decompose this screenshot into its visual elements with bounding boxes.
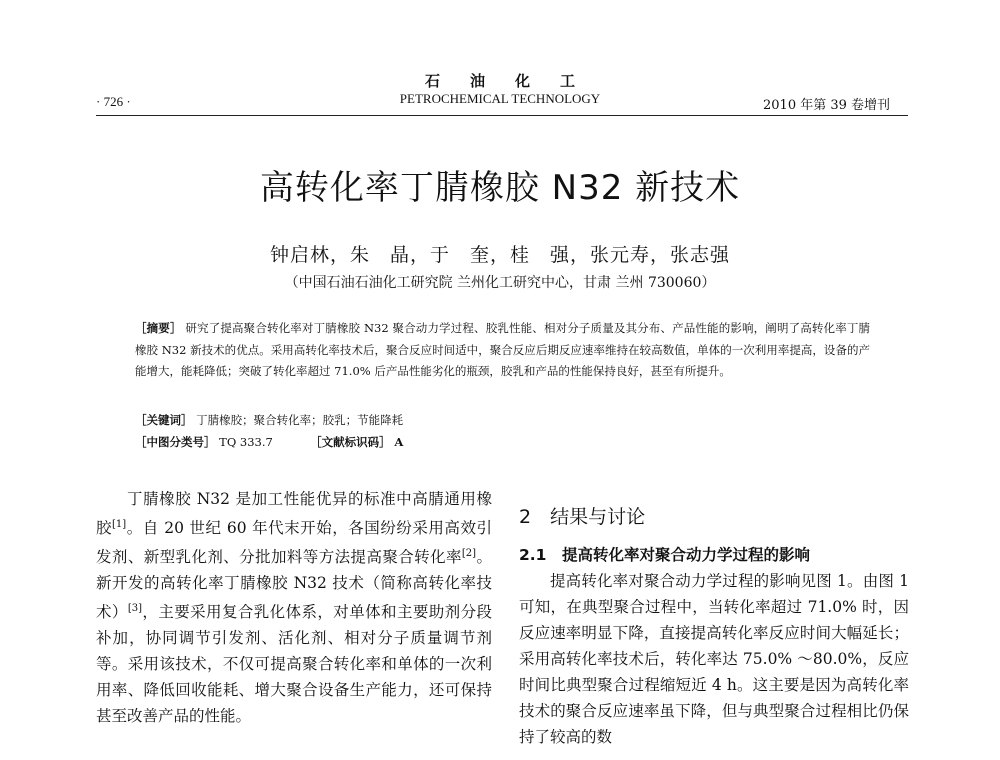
classification (135, 434, 403, 450)
intro-text-2: 。自 20 世纪 60 年代末开始，各国纷纷采用高效引发剂、新型乳化剂、分批加料等方法提高聚合转化率 (96, 519, 492, 567)
keywords (135, 412, 403, 428)
subsection-heading: 2.1 提高转化率对聚合动力学过程的影响 (519, 546, 810, 564)
intro-paragraph (96, 486, 492, 729)
author-list: 钟启林，朱 晶，于 奎，桂 强，张元寿，张志强 (269, 244, 730, 266)
section-heading: 2 结果与讨论 (519, 506, 646, 528)
keywords-label: ［关键词］ (135, 413, 193, 427)
right-column (519, 568, 909, 750)
page-number: · 726 · (96, 94, 131, 109)
intro-text-4: ，主要采用复合乳化体系，对单体和主要助剂分段补加，协同调节引发剂、活化剂、相对分子质量调节剂等。采用该技术，不仅可提高聚合转化率和单体的一次利用率、降低回收能耗、增大聚合设备生产能力，还可保持甚至改善产品的性能。 (96, 603, 492, 726)
doc-code-value: A (394, 435, 404, 449)
results-paragraph: 提高转化率对聚合动力学过程的影响见图 1。由图 1 可知，在典型聚合过程中，当转化率超过 71.0% 时，因反应速率明显下降，直接提高转化率反应时间大幅延长；采用高转化率技术后，转化率达 75.0% ～80.0%，反应时间比典型聚合过程缩短近 4 h。这主要是因为高转化率技术的聚合反应速率虽下降，但与典型聚合过程相比仍保持了较高的数 (519, 572, 909, 746)
citation-ref: [2] (461, 548, 477, 560)
abstract-label: ［摘要］ (135, 321, 182, 335)
journal-title-cn: 石油化工 (424, 72, 605, 90)
intro-text-1: 丁腈橡胶 N32 是加工性能优异的标准中高腈通用橡胶 (96, 490, 492, 538)
affiliation: （中国石油石油化工研究院 兰州化工研究中心，甘肃 兰州 730060） (284, 275, 716, 291)
journal-title-en: PETROCHEMICAL TECHNOLOGY (399, 91, 601, 106)
citation-ref: [3] (127, 603, 142, 615)
abstract-text: 研究了提高聚合转化率对丁腈橡胶 N32 聚合动力学过程、胶乳性能、相对分子质量及其分布、产品性能的影响，阐明了高转化率丁腈橡胶 N32 新技术的优点。采用高转化率技术后，聚合反应时间适中，聚合反应后期反应速率维持在较高数值，单体的一次利用率提高，设备的产能增大，能耗降低；突破了转化率超过 71.0% 后产品性能劣化的瓶颈，胶乳和产品的性能保持良好，甚至有所提升。 (135, 321, 871, 378)
clc-value: TQ 333.7 (219, 435, 273, 449)
abstract (135, 318, 870, 383)
citation-ref: [1] (112, 519, 127, 530)
header-rule (96, 115, 908, 116)
issue-info: 2010 年第 39 卷增刊 (763, 98, 891, 113)
intro-text-3: 。新开发的高转化率丁腈橡胶 N32 技术（简称高转化率技术） (96, 548, 492, 622)
clc-label: ［中图分类号］ (135, 435, 216, 449)
article-title: 高转化率丁腈橡胶 N32 新技术 (259, 168, 741, 208)
keywords-text: 丁腈橡胶；聚合转化率；胶乳；节能降耗 (196, 413, 404, 427)
left-column (96, 486, 492, 729)
doc-code-label: ［文献标识码］ (310, 435, 391, 449)
